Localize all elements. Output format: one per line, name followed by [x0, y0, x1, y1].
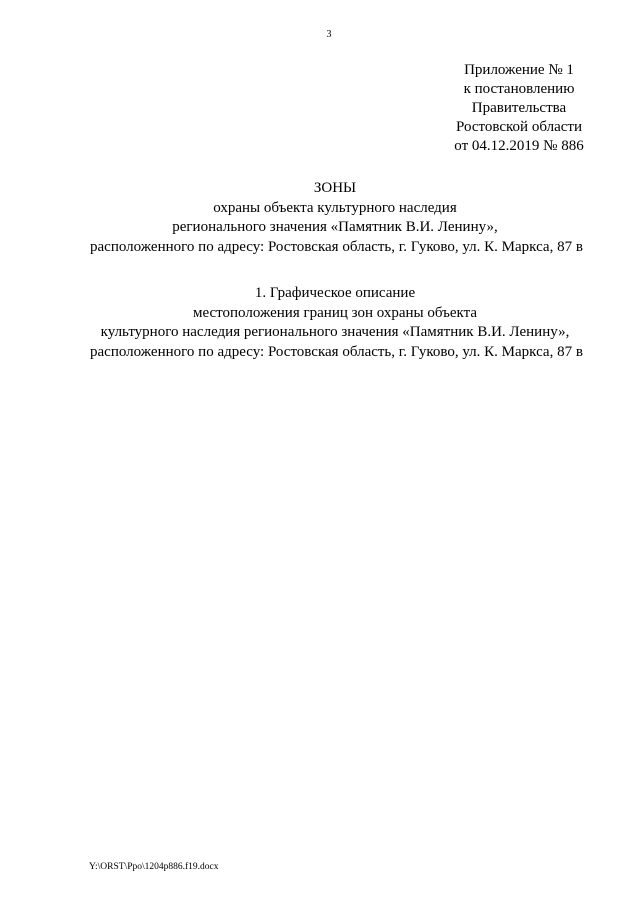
- appendix-line: Правительства: [471, 100, 567, 116]
- section-heading-block: [90, 284, 583, 362]
- document-subtitle-line: регионального значения «Памятник В.И. Ленину»,: [172, 219, 498, 235]
- document-subtitle-line: расположенного по адресу: Ростовская область, г. Гуково, ул. К. Маркса, 87 в: [90, 238, 583, 255]
- appendix-header: [440, 61, 598, 156]
- page-number: 3: [326, 29, 332, 40]
- document-subtitle-line: охраны объекта культурного наследия: [213, 199, 457, 216]
- section-heading-line: культурного наследия регионального значения «Памятник В.И. Ленину»,: [100, 324, 570, 340]
- appendix-line: к постановлению: [463, 81, 575, 97]
- document-title-block: [90, 179, 583, 257]
- section-heading-line: расположенного по адресу: Ростовская область, г. Гуково, ул. К. Маркса, 87 в: [90, 343, 583, 360]
- appendix-line: от 04.12.2019 № 886: [454, 138, 584, 154]
- section-heading-line: местоположения границ зон охраны объекта: [192, 304, 478, 321]
- appendix-line: Ростовской области: [456, 119, 582, 135]
- footer-file-path: Y:\ORST\Ppo\1204p886.f19.docx: [89, 862, 219, 872]
- document-title: ЗОНЫ: [313, 180, 357, 196]
- section-heading-line: 1. Графическое описание: [254, 285, 416, 301]
- appendix-line: Приложение № 1: [464, 62, 574, 78]
